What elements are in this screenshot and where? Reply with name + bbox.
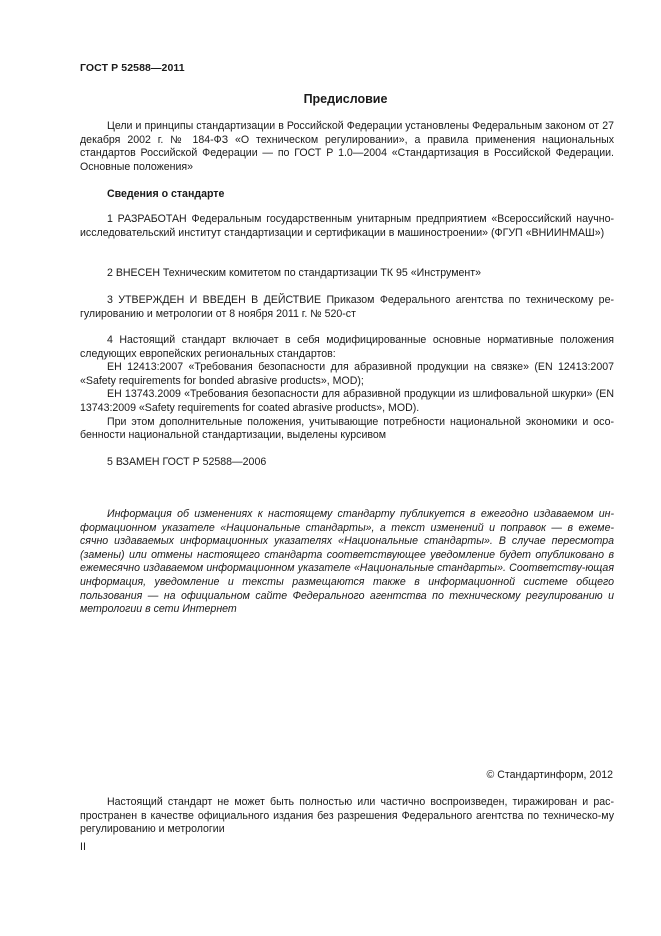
reproduction-text: Настоящий стандарт не может быть полностью или частично воспроизведен, тиражирован и рас-пространен в качестве официального издания без разрешения Федерального агентства по техническо-му регулированию и метрологии (80, 796, 614, 836)
intro-paragraph (80, 120, 614, 174)
page-title: Предисловие (303, 92, 388, 106)
item-approved: 3 УТВЕРЖДЕН И ВВЕДЕН В ДЕЙСТВИЕ Приказом Федерального агентства по техническому ре-гулированию и метрологии от 8 ноября 2011 г. № 520-ст (80, 294, 614, 320)
item-includes: 4 Настоящий стандарт включает в себя модифицированные основные нормативные положения следующих европейских региональных стандартов: (80, 334, 614, 360)
item-introduced-block (80, 267, 614, 281)
page-number: II (80, 841, 86, 853)
standard-code: ГОСТ Р 52588—2011 (80, 62, 185, 74)
item-approved-block (80, 294, 614, 321)
item-developed: 1 РАЗРАБОТАН Федеральным государственным унитарным предприятием «Всероссийский научно-исследовательский институт стандартизации и сертификации в машиностроении» (ФГУП «ВНИИНМАШ») (80, 213, 614, 239)
item-includes-block (80, 334, 614, 443)
item-developed-block (80, 213, 614, 240)
item-replaces: 5 ВЗАМЕН ГОСТ Р 52588—2006 (107, 456, 267, 468)
item-en13743: ЕН 13743.2009 «Требования безопасности для абразивной продукции из шлифовальной шкурки» (EN 13743:2009 «Safety requirements for coated abrasive products», MOD). (80, 388, 614, 414)
item-introduced: 2 ВНЕСЕН Техническим комитетом по стандартизации ТК 95 «Инструмент» (107, 267, 481, 279)
item-en12413: ЕН 12413:2007 «Требования безопасности для абразивной продукции на связке» (EN 12413:2007 «Safety requirements for bonded abrasive products», MOD); (80, 361, 614, 387)
copyright: © Стандартинформ, 2012 (486, 769, 613, 781)
info-heading-block (80, 188, 614, 202)
item-replaces-block (80, 456, 614, 470)
intro-text: Цели и принципы стандартизации в Российской Федерации установлены Федеральным законом от 27 декабря 2002 г. № 184-ФЗ «О техническом регулировании», а правила применения национальных стандартов Российской Федерации — по ГОСТ Р 1.0—2004 «Стандартизация в Российской Федерации. Основные положения» (80, 120, 614, 173)
item-additional: При этом дополнительные положения, учитывающие потребности национальной экономики и осо-бенности национальной стандартизации, выделены курсивом (80, 415, 614, 442)
notice-block (80, 508, 614, 617)
reproduction-block (80, 796, 614, 837)
notice-text: Информация об изменениях к настоящему стандарту публикуется в ежегодно издаваемом ин-формационном указателе «Национальные стандарты», а текст изменений и поправок — в ежеме-сячно издаваемых информационных указателях «Национальные стандарты». В случае пересмотра (замены) или отмены настоящего стандарта соответствующее уведомление будет опубликовано в ежемесячно издаваемом информационном указателе «Национальные стандарты». Соответству-ющая информация, уведомление и тексты размещаются также в информационной системе общего пользования — на официальном сайте Федерального агентства по техническому регулированию и метрологии в сети Интернет (80, 508, 614, 616)
info-heading: Сведения о стандарте (107, 188, 225, 200)
